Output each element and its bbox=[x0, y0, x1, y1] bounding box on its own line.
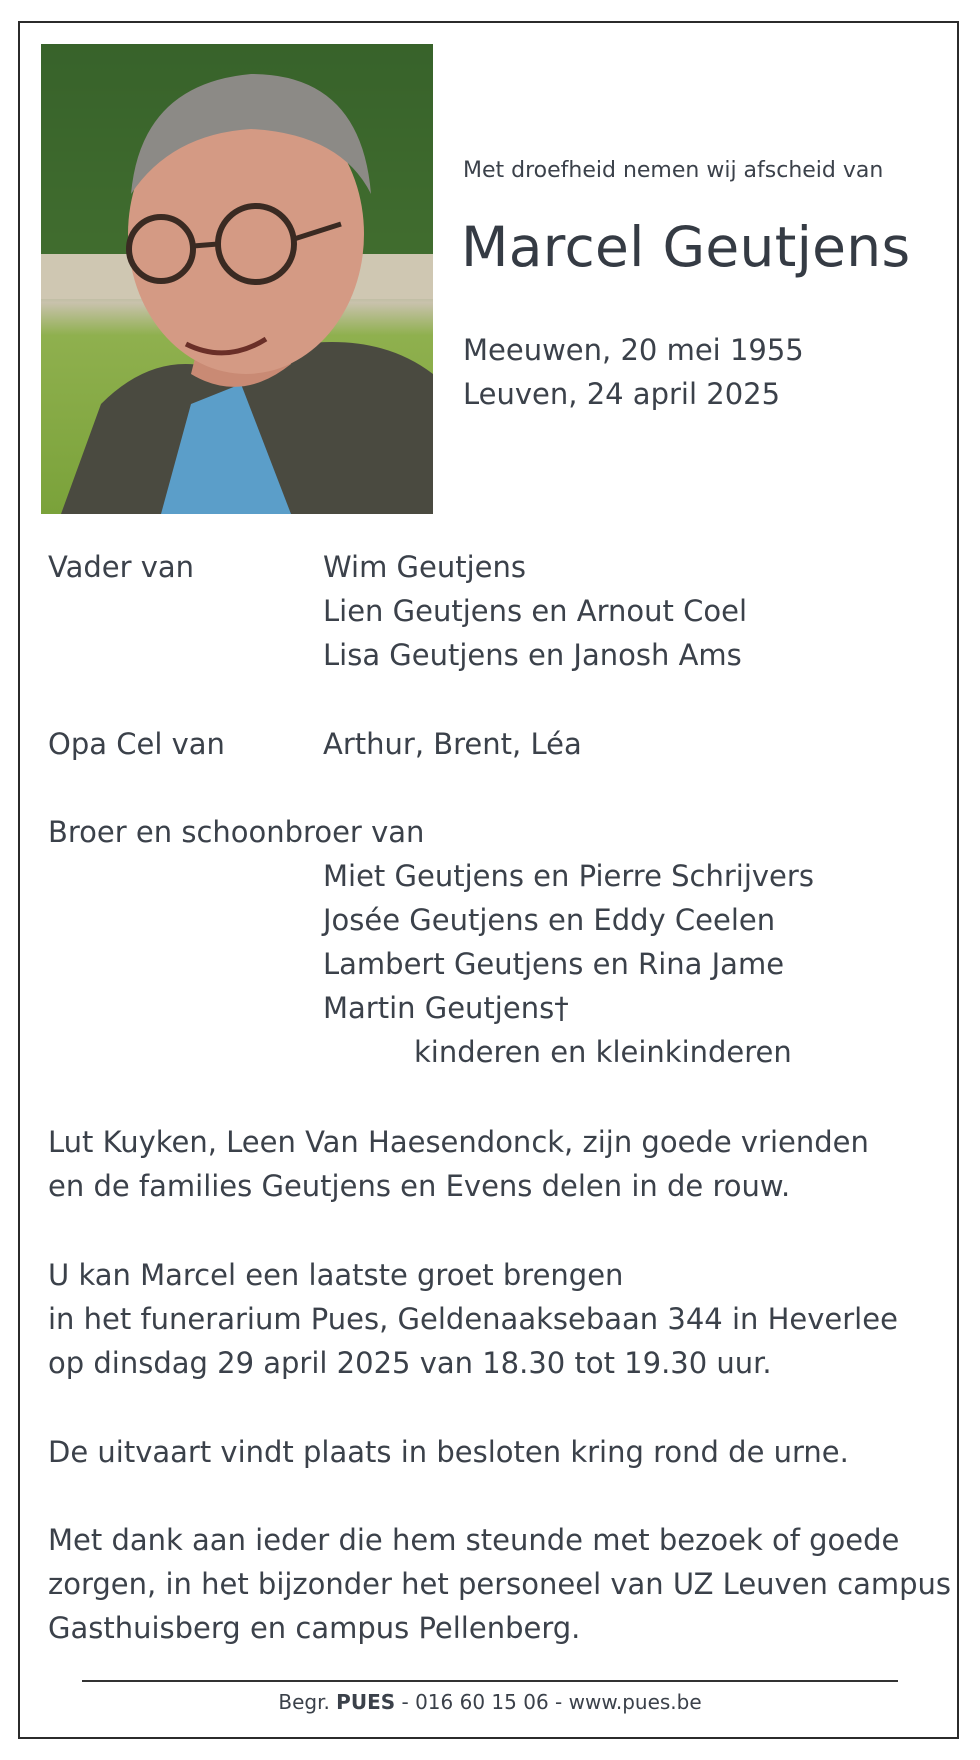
footer-prefix: Begr. bbox=[278, 1690, 330, 1714]
footer-divider bbox=[82, 1680, 898, 1682]
visit-line: op dinsdag 29 april 2025 van 18.30 tot 19.30 uur. bbox=[48, 1346, 772, 1380]
father-label: Vader van bbox=[48, 550, 195, 584]
undertaker-footer bbox=[0, 1690, 980, 1714]
child-name: Wim Geutjens bbox=[323, 550, 527, 584]
life-dates bbox=[463, 328, 804, 416]
friends-line: en de families Geutjens en Evens delen in de rouw. bbox=[48, 1169, 791, 1203]
deceased-name: Marcel Geutjens bbox=[461, 215, 911, 279]
portrait-photo bbox=[41, 44, 433, 514]
thanks-line: Met dank aan ieder die hem steunde met bezoek of goede bbox=[48, 1523, 900, 1557]
sibling-note: kinderen en kleinkinderen bbox=[414, 1035, 792, 1069]
child-name: Lien Geutjens en Arnout Coel bbox=[323, 594, 747, 628]
sibling-name: Martin Geutjens† bbox=[323, 991, 569, 1025]
intro-text: Met droefheid nemen wij afscheid van bbox=[463, 158, 884, 183]
child-name: Lisa Geutjens en Janosh Ams bbox=[323, 638, 742, 672]
sibling-label: Broer en schoonbroer van bbox=[48, 815, 425, 849]
footer-company: PUES bbox=[336, 1690, 396, 1714]
birth-date: Meeuwen, 20 mei 1955 bbox=[463, 333, 804, 367]
visit-line: in het funerarium Pues, Geldenaaksebaan 344 in Heverlee bbox=[48, 1302, 898, 1336]
grandchildren-names: Arthur, Brent, Léa bbox=[323, 727, 582, 761]
footer-phone: - 016 60 15 06 - bbox=[401, 1690, 563, 1714]
friends-line: Lut Kuyken, Leen Van Haesendonck, zijn goede vrienden bbox=[48, 1125, 869, 1159]
visit-line: U kan Marcel een laatste groet brengen bbox=[48, 1258, 624, 1292]
grandpa-label: Opa Cel van bbox=[48, 727, 225, 761]
sibling-name: Josée Geutjens en Eddy Ceelen bbox=[323, 903, 776, 937]
footer-website[interactable]: www.pues.be bbox=[568, 1690, 702, 1714]
sibling-name: Miet Geutjens en Pierre Schrijvers bbox=[323, 859, 814, 893]
funeral-line: De uitvaart vindt plaats in besloten kring rond de urne. bbox=[48, 1435, 849, 1469]
thanks-line: Gasthuisberg en campus Pellenberg. bbox=[48, 1611, 581, 1645]
death-date: Leuven, 24 april 2025 bbox=[463, 377, 781, 411]
thanks-line: zorgen, in het bijzonder het personeel van UZ Leuven campus bbox=[48, 1567, 952, 1601]
sibling-name: Lambert Geutjens en Rina Jame bbox=[323, 947, 785, 981]
